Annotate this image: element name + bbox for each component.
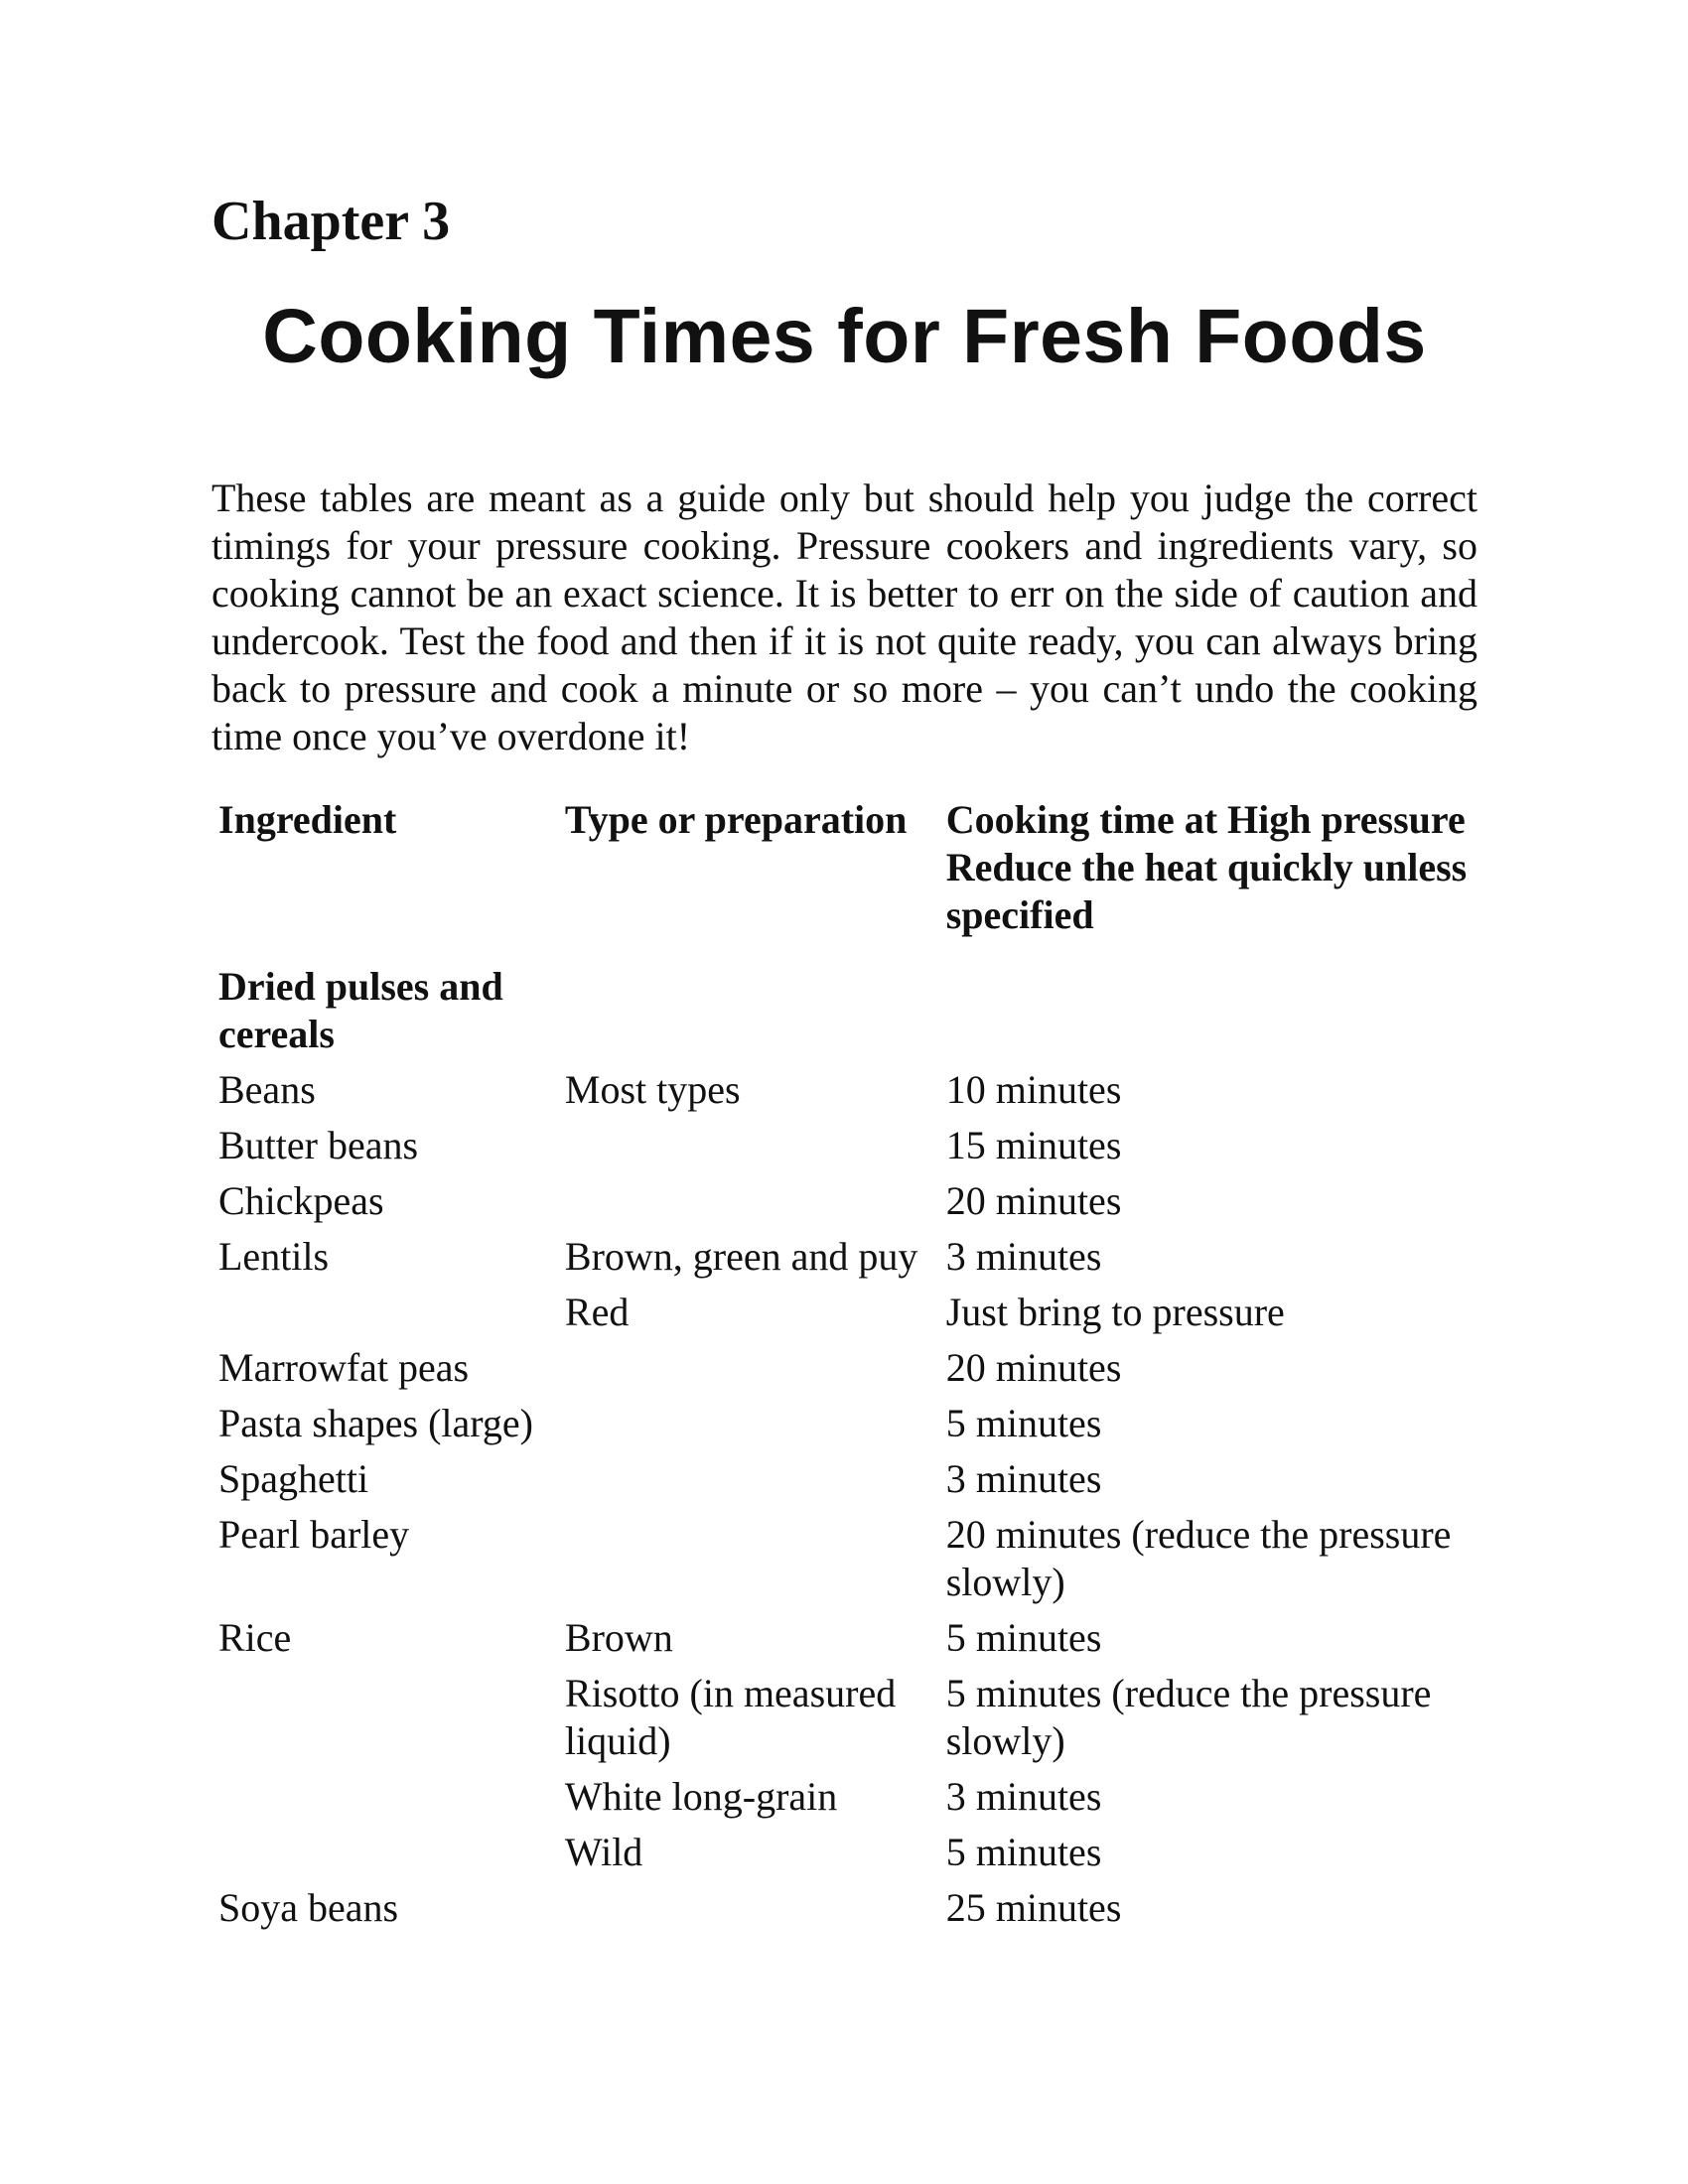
cell-type: Wild <box>564 1830 643 1874</box>
cell-cooking-time: 3 minutes <box>945 1774 1102 1819</box>
cell-cooking-time: 20 minutes (reduce the pressure slowly) <box>945 1512 1452 1604</box>
header-cooking-time-line2: Reduce the heat quickly unless specified <box>945 845 1468 937</box>
cell-ingredient: Pasta shapes (large) <box>218 1401 533 1445</box>
cell-ingredient <box>218 1829 565 1884</box>
cell-type <box>565 1177 946 1233</box>
cell-ingredient <box>218 1670 565 1773</box>
section-heading: Dried pulses and cereals <box>218 964 503 1056</box>
cell-ingredient <box>218 1773 565 1829</box>
cell-type: Risotto (in measured liquid) <box>564 1671 897 1763</box>
table-row <box>218 1455 1477 1511</box>
cell-cooking-time: 3 minutes <box>945 1456 1102 1501</box>
cell-type <box>565 1344 946 1400</box>
cell-cooking-time: 3 minutes <box>945 1234 1102 1279</box>
cooking-times-table <box>218 796 1477 1940</box>
cell-type: Most types <box>564 1067 741 1112</box>
cell-ingredient: Soya beans <box>218 1885 399 1930</box>
header-type: Type or preparation <box>564 797 908 842</box>
intro-paragraph: These tables are meant as a guide only but should help you judge the correct timings for your pressure cooking. Pressure cookers and ingredients vary, so cooking cannot be an exact science. It is better to err on the side of caution and undercook. Test the food and then if it is not quite ready, you can always bring back to pressure and cook a minute or so more – you can’t undo the cooking time once you’ve overdone it! <box>211 476 1477 758</box>
cell-type <box>565 1511 946 1614</box>
cell-ingredient <box>218 1289 565 1344</box>
cell-cooking-time: 15 minutes <box>945 1123 1122 1167</box>
table-row <box>218 1177 1477 1233</box>
cell-ingredient: Butter beans <box>218 1123 419 1167</box>
cell-cooking-time: 5 minutes <box>945 1615 1102 1660</box>
page <box>211 191 1477 1940</box>
cell-type <box>565 1400 946 1455</box>
cell-type <box>565 1455 946 1511</box>
cell-type <box>565 1122 946 1177</box>
cell-cooking-time: 10 minutes <box>945 1067 1122 1112</box>
cell-type: Brown <box>564 1615 673 1660</box>
cell-cooking-time: 25 minutes <box>945 1885 1122 1930</box>
cell-cooking-time: 5 minutes <box>945 1401 1102 1445</box>
cell-ingredient: Chickpeas <box>218 1178 384 1223</box>
cell-ingredient: Marrowfat peas <box>218 1345 470 1390</box>
cell-ingredient: Spaghetti <box>218 1456 369 1501</box>
cell-ingredient: Lentils <box>218 1234 330 1279</box>
cell-type: Brown, green and puy <box>564 1234 918 1279</box>
chapter-title: Cooking Times for Fresh Foods <box>262 294 1427 379</box>
table-row <box>218 1289 1477 1344</box>
table-row <box>218 1614 1477 1670</box>
table-row <box>218 1400 1477 1455</box>
cell-type: Red <box>564 1290 630 1334</box>
table-row <box>218 1829 1477 1884</box>
cell-ingredient: Beans <box>218 1067 316 1112</box>
table-body <box>218 963 1477 1940</box>
table-header-row <box>218 796 1477 963</box>
cell-type <box>565 1884 946 1940</box>
cell-cooking-time: 20 minutes <box>945 1178 1122 1223</box>
table-row <box>218 1773 1477 1829</box>
table-row <box>218 1670 1477 1773</box>
cell-cooking-time: 20 minutes <box>945 1345 1122 1390</box>
cell-type: White long-grain <box>564 1774 838 1819</box>
table-row <box>218 1884 1477 1940</box>
cell-cooking-time: Just bring to pressure <box>945 1290 1285 1334</box>
cell-cooking-time: 5 minutes (reduce the pressure slowly) <box>945 1671 1432 1763</box>
table-row <box>218 1344 1477 1400</box>
table-row <box>218 1511 1477 1614</box>
header-ingredient: Ingredient <box>218 797 397 842</box>
cell-ingredient: Rice <box>218 1615 292 1660</box>
table-row <box>218 1066 1477 1122</box>
cell-ingredient: Pearl barley <box>218 1512 410 1557</box>
header-cooking-time <box>946 796 1477 963</box>
table-row <box>218 1122 1477 1177</box>
chapter-label: Chapter 3 <box>211 191 451 252</box>
table-row <box>218 1233 1477 1289</box>
header-cooking-time-line1: Cooking time at High pressure <box>945 797 1466 842</box>
cell-cooking-time: 5 minutes <box>945 1830 1102 1874</box>
section-row <box>218 963 1477 1066</box>
